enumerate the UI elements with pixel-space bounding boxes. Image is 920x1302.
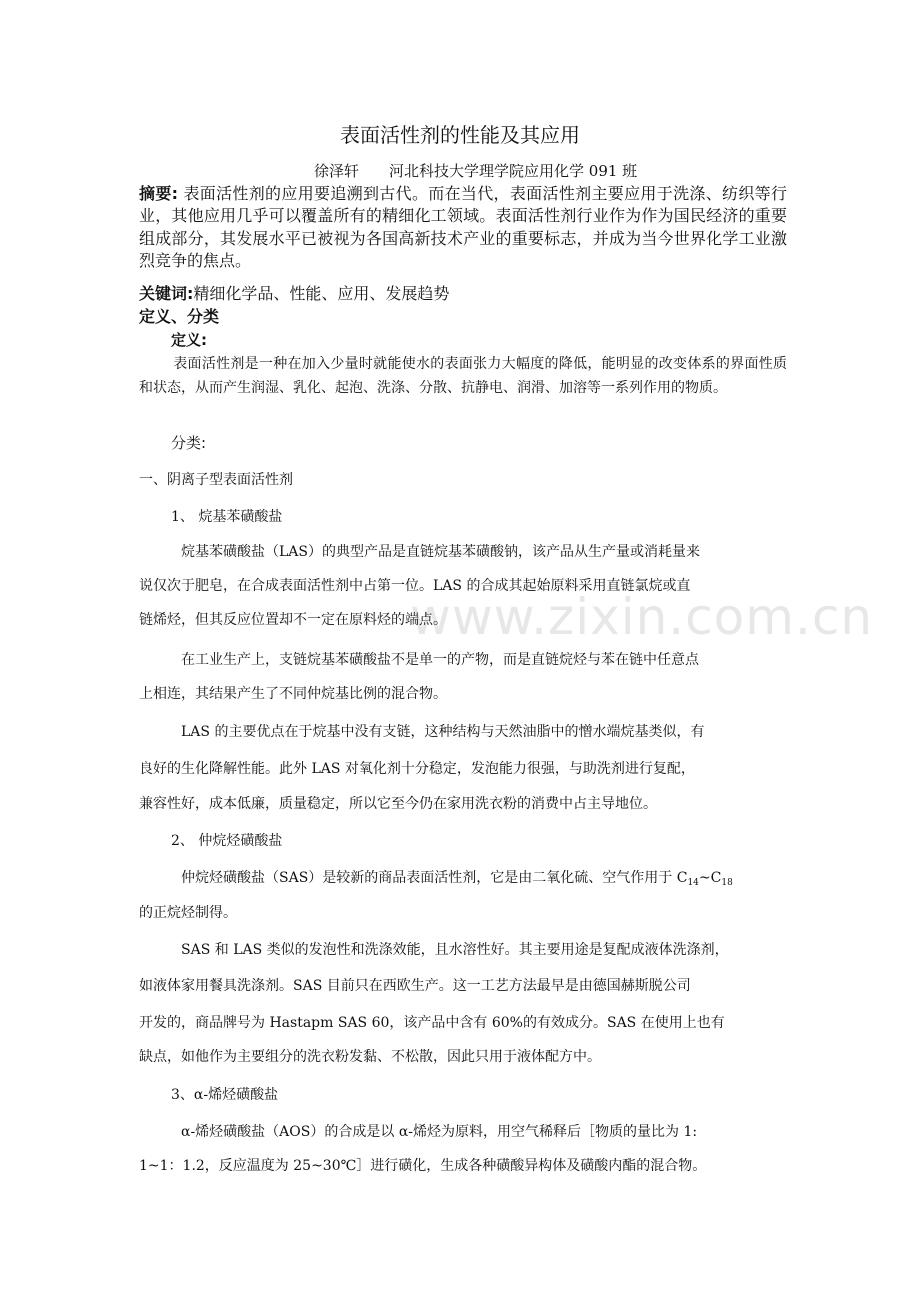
author-name: 徐泽轩 (314, 162, 360, 180)
line-05: 链烯烃，但其反应位置却不一定在原料烃的端点。 (139, 612, 447, 628)
keywords-text: 精细化学品、性能、应用、发展趋势 (193, 284, 450, 303)
line-19: α-烯烃磺酸盐（AOS）的合成是以 α-烯烃为原料，用空气稀释后［物质的量比为 1: (181, 1124, 698, 1140)
line-20: 1~1：1.2，反应温度为 25~30℃］进行磺化，生成各种磺酸异构体及磺酸内酯的混合物。 (139, 1158, 707, 1174)
line-12-text: 仲烷烃磺酸盐（SAS）是较新的商品表面活性剂，它是由二氧化硫、空气作用于 C (181, 870, 688, 886)
line-12-mid: ~C (698, 870, 722, 886)
author-affiliation: 河北科技大学理学院应用化学 091 班 (389, 162, 638, 180)
line-15: 如液体家用餐具洗涤剂。SAS 目前只在西欧生产。这一工艺方法最早是由德国赫斯脱公司 (139, 978, 691, 994)
definition-paragraph (139, 352, 787, 400)
line-03: 烷基苯磺酸盐（LAS）的典型产品是直链烷基苯磺酸钠，该产品从生产量或消耗量来 (181, 544, 700, 560)
line-10: 兼容性好，成本低廉，质量稳定，所以它至今仍在家用洗衣粉的消费中占主导地位。 (139, 796, 657, 812)
line-08: LAS 的主要优点在于烷基中没有支链，这种结构与天然油脂中的憎水端烷基类似，有 (181, 724, 705, 740)
definition-heading: 定义: (171, 331, 207, 349)
keywords-label: 关键词: (139, 284, 194, 303)
line-11: 2、 仲烷烃磺酸盐 (171, 833, 283, 849)
line-07: 上相连，其结果产生了不同仲烷基比例的混合物。 (139, 686, 447, 702)
abstract-text: 表面活性剂的应用要追溯到古代。而在当代，表面活性剂主要应用于洗涤、纺织等行业，其他应用几乎可以覆盖所有的精细化工领域。表面活性剂行业作为作为国民经济的重要组成部分，其发展水平已被视为各国高新技术产业的重要标志，并成为当今世界化学工业激烈竞争的焦点。 (139, 184, 787, 271)
abstract (139, 183, 787, 273)
definition-text: 表面活性剂是一种在加入少量时就能使水的表面张力大幅度的降低，能明显的改变体系的界面性质和状态，从而产生润湿、乳化、起泡、洗涤、分散、抗静电、润滑、加溶等一系列作用的物质。 (139, 356, 787, 396)
line-18: 3、α-烯烃磺酸盐 (171, 1087, 279, 1103)
line-16: 开发的，商品牌号为 Hastapm SAS 60，该产品中含有 60%的有效成分。SAS 在使用上也有 (139, 1015, 725, 1031)
keywords (139, 283, 449, 305)
line-12-sub2: 18 (721, 878, 733, 888)
author-line (314, 160, 637, 182)
watermark: www.zixin.com.cn (410, 588, 874, 646)
line-17: 缺点，如他作为主要组分的洗衣粉发黏、不松散，因此只用于液体配方中。 (139, 1049, 601, 1065)
line-09: 良好的生化降解性能。此外 LAS 对氧化剂十分稳定，发泡能力很强，与助洗剂进行复配， (139, 761, 695, 777)
document-title: 表面活性剂的性能及其应用 (340, 123, 580, 147)
abstract-label: 摘要: (139, 184, 179, 203)
line-04: 说仅次于肥皂，在合成表面活性剂中占第一位。LAS 的合成其起始原料采用直链氯烷或直 (139, 578, 691, 594)
line-06: 在工业生产上，支链烷基苯磺酸盐不是单一的产物，而是直链烷烃与苯在链中任意点 (181, 652, 699, 668)
line-13: 的正烷烃制得。 (139, 905, 237, 921)
line-12 (181, 868, 733, 888)
line-02: 1、 烷基苯磺酸盐 (171, 509, 283, 525)
line-14: SAS 和 LAS 类似的发泡性和洗涤效能，且水溶性好。其主要用途是复配成液体洗涤剂， (181, 942, 729, 958)
line-01: 一、阴离子型表面活性剂 (139, 472, 293, 488)
line-12-sub1: 14 (687, 878, 699, 888)
classification-heading: 分类: (171, 434, 207, 452)
section-heading: 定义、分类 (139, 307, 220, 326)
